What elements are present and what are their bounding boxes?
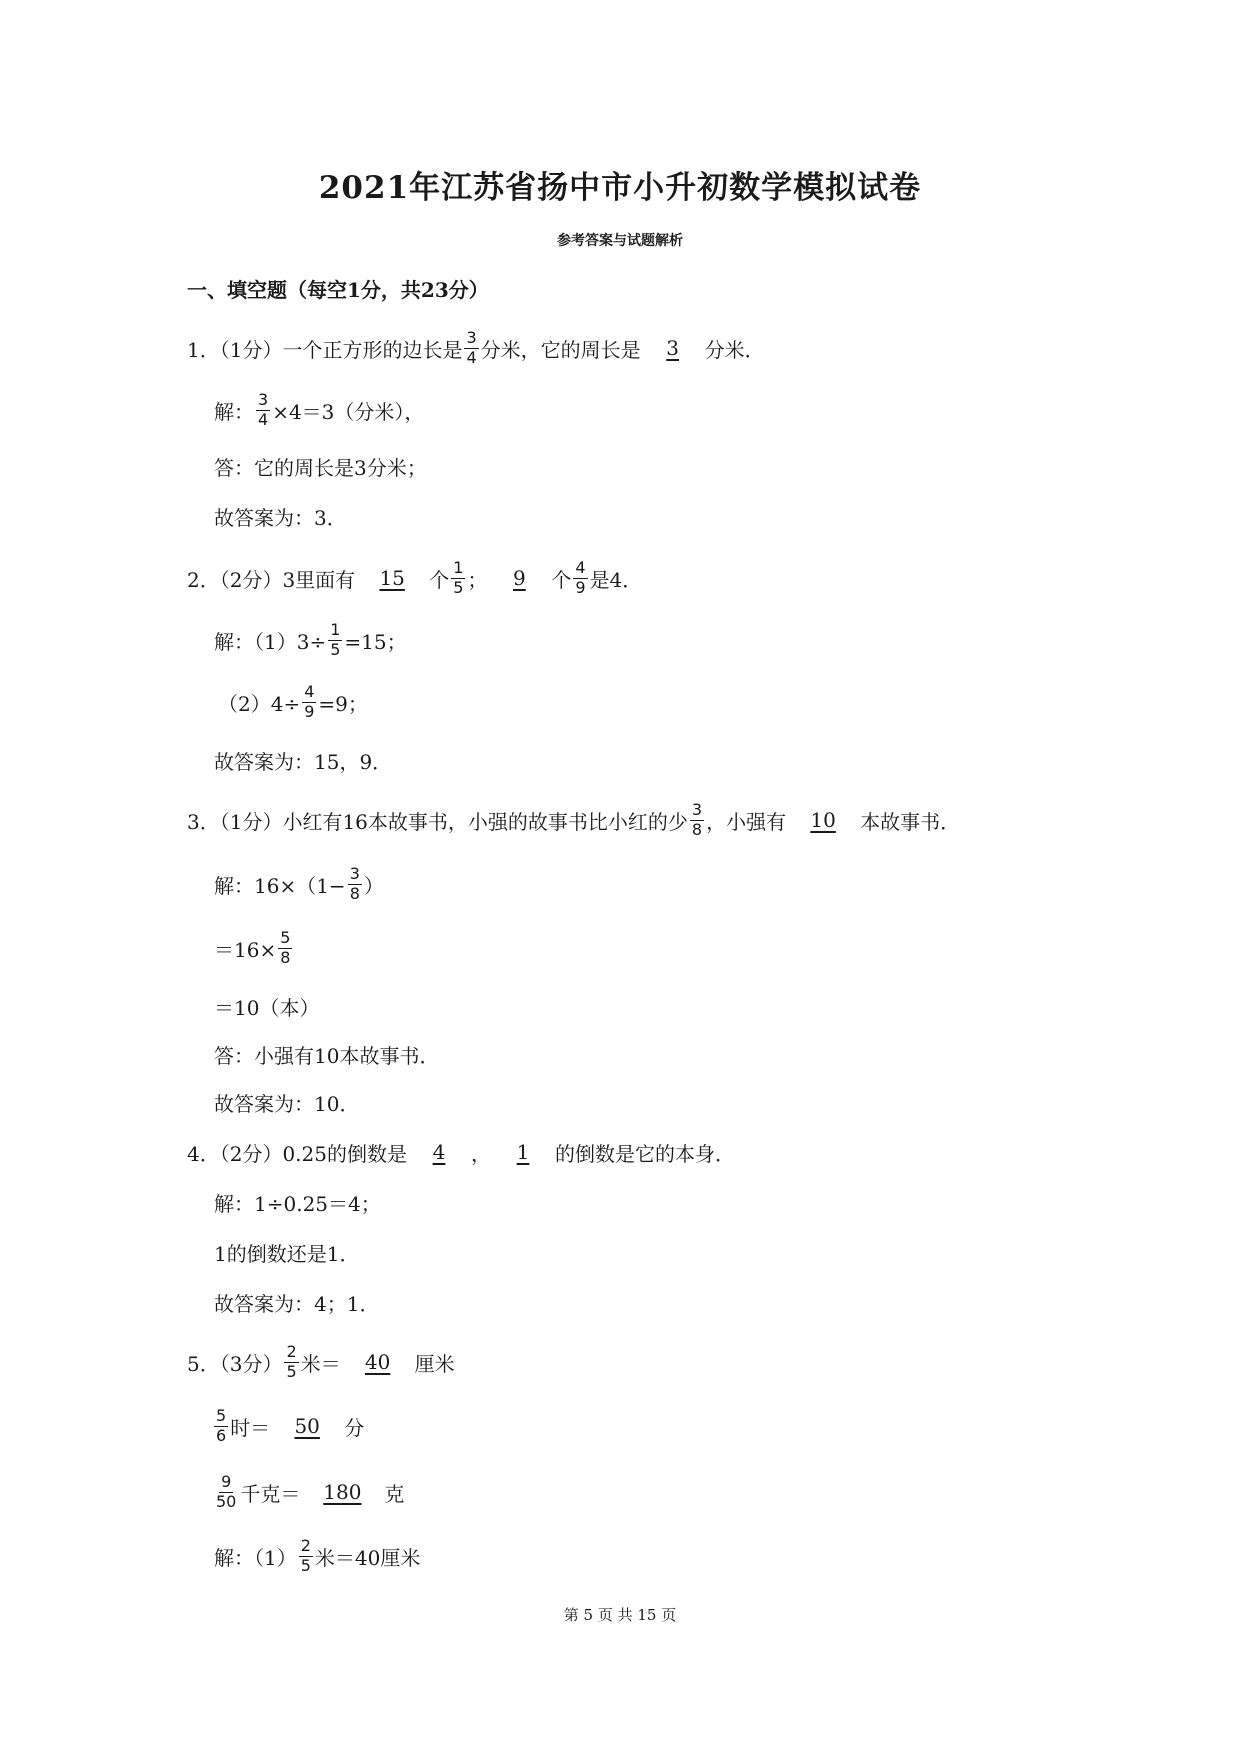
q2-frac1-den: 5 bbox=[453, 577, 464, 597]
q2-sol1-prefix: 解：（1）3÷ bbox=[214, 629, 327, 654]
q1-sol-prefix: 解： bbox=[214, 399, 254, 424]
question-3-stem bbox=[187, 794, 960, 846]
q5-l3-mid: 千克＝ bbox=[240, 1481, 301, 1506]
q2-sol1-frac-num: 1 bbox=[330, 619, 341, 639]
q1-stem-b: 分米，它的周长是 bbox=[480, 337, 641, 362]
q5-l2-mid: 时＝ bbox=[230, 1415, 271, 1440]
q5-l3-frac-num: 9 bbox=[221, 1471, 232, 1491]
question-4-stem bbox=[187, 1126, 735, 1178]
q3-sol2-prefix: ＝16× bbox=[214, 937, 277, 962]
page-title: 2021年江苏省扬中市小升初数学模拟试卷 bbox=[318, 170, 922, 206]
q5-l3-answer-blank: 180 bbox=[323, 1480, 362, 1504]
q2-sol2-fraction bbox=[302, 681, 316, 721]
q4-stem-b: ， bbox=[470, 1141, 491, 1166]
q3-solution-2 bbox=[214, 922, 294, 974]
q3-sol2-fraction bbox=[278, 927, 292, 967]
q2-sol1-rest: =15； bbox=[344, 629, 407, 654]
q1-sol-fraction bbox=[256, 389, 270, 429]
q3-frac-num: 3 bbox=[691, 799, 703, 819]
q2-fraction-1 bbox=[451, 557, 465, 597]
q1-solution bbox=[214, 384, 424, 436]
q5-l2-unit: 分 bbox=[344, 1415, 365, 1440]
q3-final-answer: 故答案为：10． bbox=[214, 1091, 360, 1116]
q3-sol1-frac-den: 8 bbox=[349, 883, 360, 903]
q3-frac-den: 8 bbox=[691, 819, 703, 839]
q5-l3-frac-den: 50 bbox=[216, 1491, 237, 1511]
q3-stem-b: ，小强有 bbox=[706, 809, 787, 834]
q1-answer-line: 答：它的周长是3分米； bbox=[214, 455, 427, 480]
q3-answer-line: 答：小强有10本故事书． bbox=[214, 1043, 440, 1068]
q2-fraction-2 bbox=[573, 557, 587, 597]
q2-frac2-num: 4 bbox=[575, 557, 586, 577]
q1-answer-blank: 3 bbox=[666, 336, 679, 360]
q2-solution-1 bbox=[214, 614, 407, 666]
q3-stem-c: 本故事书． bbox=[860, 809, 961, 834]
q3-solution-1 bbox=[214, 858, 384, 910]
q2-stem-d: 个 bbox=[551, 567, 572, 592]
q5-l2-answer-blank: 50 bbox=[294, 1414, 320, 1438]
q4-solution-2: 1的倒数还是1． bbox=[214, 1241, 360, 1266]
section-heading: 一、填空题（每空1分，共23分） bbox=[187, 277, 489, 302]
q2-sol1-frac-den: 5 bbox=[330, 639, 341, 659]
q5-l1-unit: 厘米 bbox=[414, 1351, 455, 1376]
q2-stem-a: 2．（2分）3里面有 bbox=[187, 567, 356, 592]
q3-sol1-rest: ） bbox=[363, 873, 384, 898]
q1-fraction bbox=[464, 327, 478, 367]
q2-frac1-num: 1 bbox=[453, 557, 464, 577]
q4-final-answer: 故答案为：4；1． bbox=[214, 1291, 380, 1316]
question-5-line-2 bbox=[212, 1400, 364, 1452]
q2-frac2-den: 9 bbox=[575, 577, 586, 597]
q5-l1-mid: 米＝ bbox=[300, 1351, 341, 1376]
question-2-stem bbox=[187, 552, 642, 604]
q3-fraction bbox=[690, 799, 704, 839]
q1-frac-num: 3 bbox=[466, 327, 477, 347]
page-subtitle: 参考答案与试题解析 bbox=[557, 233, 683, 249]
q2-solution-2 bbox=[218, 676, 368, 728]
q5-sol-frac-den: 5 bbox=[300, 1555, 311, 1575]
page-footer: 第 5 页 共 15 页 bbox=[563, 1606, 677, 1624]
q5-l1-answer-blank: 40 bbox=[364, 1350, 391, 1374]
q1-frac-den: 4 bbox=[466, 347, 477, 367]
q2-answer2-blank: 9 bbox=[513, 566, 526, 590]
q1-sol-rest: ×4＝3（分米）， bbox=[272, 399, 425, 424]
q5-sol-fraction bbox=[299, 1535, 313, 1575]
q5-sol-rest: 米＝40厘米 bbox=[314, 1545, 421, 1570]
q3-sol1-prefix: 解：16×（1− bbox=[214, 873, 346, 898]
q3-sol1-fraction bbox=[348, 863, 362, 903]
q1-sol-frac-den: 4 bbox=[258, 409, 269, 429]
q4-stem-a: 4．（2分）0.25的倒数是 bbox=[187, 1141, 407, 1166]
q5-stem-prefix: 5．（3分） bbox=[187, 1351, 283, 1376]
question-1-stem bbox=[187, 322, 765, 374]
q5-sol-frac-num: 2 bbox=[300, 1535, 311, 1555]
q2-sol2-prefix: （2）4÷ bbox=[218, 691, 301, 716]
q5-l2-fraction bbox=[214, 1405, 228, 1445]
q2-sol1-fraction bbox=[328, 619, 342, 659]
q5-l1-frac-num: 2 bbox=[286, 1341, 297, 1361]
q3-sol2-frac-num: 5 bbox=[280, 927, 291, 947]
q5-l2-frac-num: 5 bbox=[216, 1405, 227, 1425]
q2-sol2-frac-num: 4 bbox=[304, 681, 315, 701]
q5-solution-1 bbox=[214, 1530, 420, 1582]
q5-l3-unit: 克 bbox=[384, 1481, 405, 1506]
q4-answer2-blank: 1 bbox=[516, 1140, 530, 1164]
q3-stem-a: 3．（1分）小红有16本故事书，小强的故事书比小红的少 bbox=[187, 809, 688, 834]
q5-sol-prefix: 解：（1） bbox=[214, 1545, 297, 1570]
q5-l1-fraction bbox=[284, 1341, 298, 1381]
question-5-line-3 bbox=[212, 1466, 404, 1518]
q2-stem-e: 是4． bbox=[589, 567, 643, 592]
q1-final-answer: 故答案为：3． bbox=[214, 505, 347, 530]
q2-final-answer: 故答案为：15，9． bbox=[214, 749, 393, 774]
q1-stem-c: 分米． bbox=[704, 337, 765, 362]
q4-answer1-blank: 4 bbox=[432, 1140, 446, 1164]
q4-stem-c: 的倒数是它的本身． bbox=[554, 1141, 735, 1166]
q2-stem-b: 个 bbox=[429, 567, 450, 592]
q2-sol2-rest: =9； bbox=[318, 691, 368, 716]
q3-sol1-frac-num: 3 bbox=[349, 863, 360, 883]
q3-sol2-frac-den: 8 bbox=[280, 947, 291, 967]
q4-solution-1: 解：1÷0.25＝4； bbox=[214, 1191, 381, 1216]
q3-solution-3: ＝10（本） bbox=[214, 995, 320, 1020]
q5-l1-frac-den: 5 bbox=[286, 1361, 297, 1381]
q2-sol2-frac-den: 9 bbox=[304, 701, 315, 721]
question-5-line-1 bbox=[187, 1336, 455, 1388]
q1-sol-frac-num: 3 bbox=[258, 389, 269, 409]
q2-stem-c: ； bbox=[467, 567, 488, 592]
q3-answer-blank: 10 bbox=[810, 808, 836, 832]
q5-l3-fraction bbox=[214, 1471, 238, 1511]
q2-answer1-blank: 15 bbox=[379, 566, 405, 590]
q5-l2-frac-den: 6 bbox=[216, 1425, 227, 1445]
q1-stem-a: 1．（1分）一个正方形的边长是 bbox=[187, 337, 463, 362]
